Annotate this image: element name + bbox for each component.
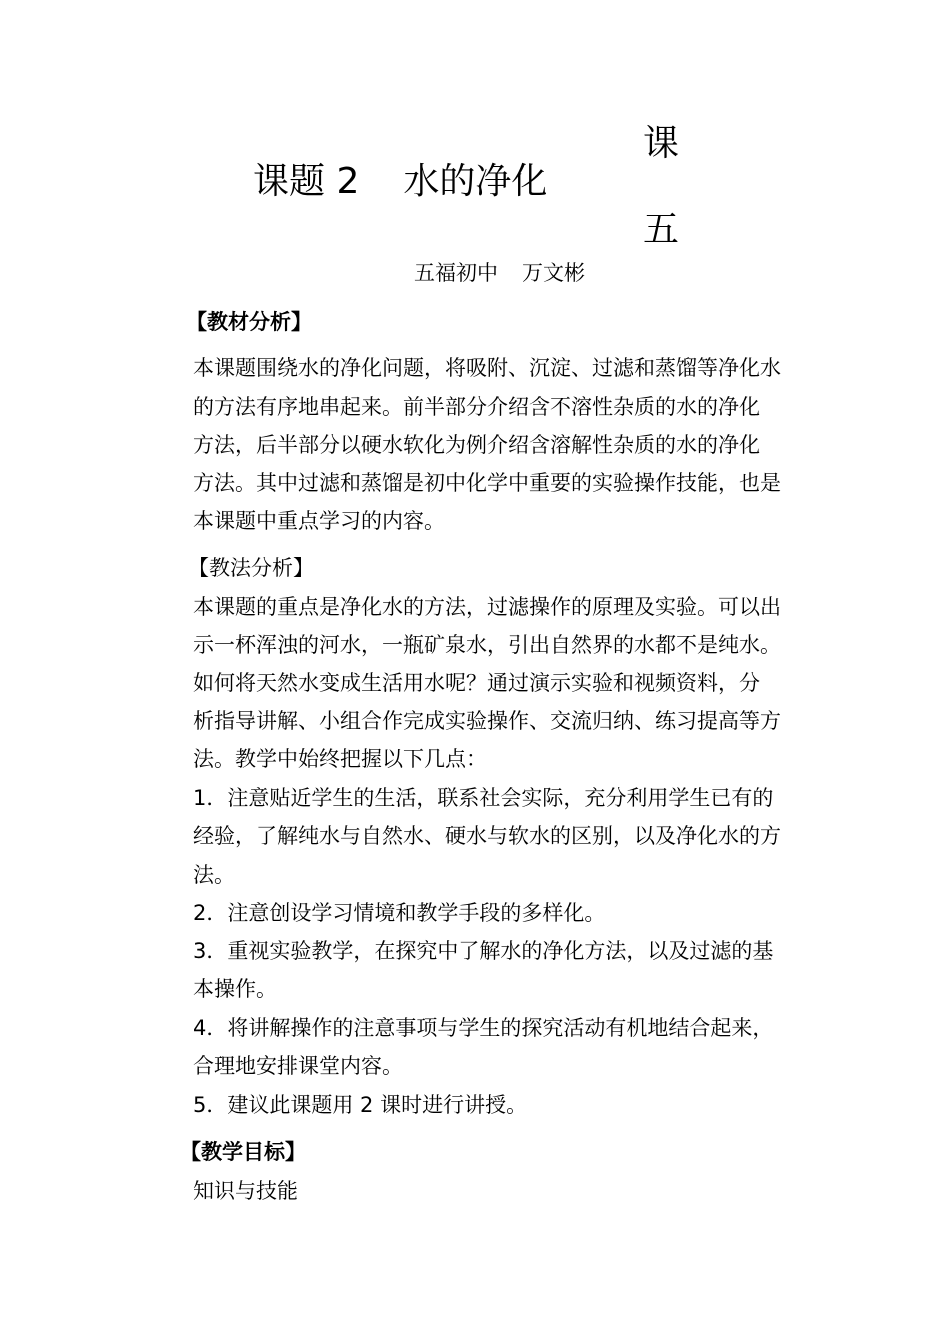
method-line: 1．注意贴近学生的生活，联系社会实际，充分利用学生已有的 (193, 786, 774, 810)
side-char-top: 课 (643, 123, 680, 164)
method-line: 5．建议此课题用 2 课时进行讲授。 (193, 1093, 528, 1117)
section-heading-material: 【教材分析】 (186, 310, 312, 334)
material-line: 方法。其中过滤和蒸馏是初中化学中重要的实验操作技能，也是 (193, 471, 781, 495)
method-line: 如何将天然水变成生活用水呢？通过演示实验和视频资料，分 (193, 671, 760, 695)
material-line: 本课题中重点学习的内容。 (193, 509, 445, 533)
method-line: 4．将讲解操作的注意事项与学生的探究活动有机地结合起来， (193, 1016, 774, 1040)
side-char-bottom: 五 (643, 209, 680, 250)
title-main: 水的净化 (403, 161, 548, 202)
section-heading-goals: 【教学目标】 (180, 1140, 306, 1164)
material-line: 本课题围绕水的净化问题，将吸附、沉淀、过滤和蒸馏等净化水 (193, 356, 781, 380)
method-line: 法。教学中始终把握以下几点： (193, 747, 487, 771)
section-heading-method: 【教法分析】 (188, 556, 314, 580)
method-line: 经验，了解纯水与自然水、硬水与软水的区别，以及净化水的方 (193, 824, 781, 848)
method-line: 3．重视实验教学，在探究中了解水的净化方法，以及过滤的基 (193, 939, 774, 963)
title-prefix: 课题 2 (253, 161, 360, 202)
material-line: 的方法有序地串起来。前半部分介绍含不溶性杂质的水的净化 (193, 395, 760, 419)
page-title (253, 160, 547, 204)
author-line (414, 258, 585, 288)
method-line: 2．注意创设学习情境和教学手段的多样化。 (193, 901, 606, 925)
author-name: 万文彬 (522, 261, 585, 285)
method-line: 合理地安排课堂内容。 (193, 1054, 403, 1078)
author-school: 五福初中 (414, 261, 498, 285)
method-line: 本操作。 (193, 977, 277, 1001)
method-line: 法。 (193, 863, 235, 887)
method-line: 本课题的重点是净化水的方法，过滤操作的原理及实验。可以出 (193, 595, 781, 619)
goal-subheading: 知识与技能 (193, 1179, 298, 1203)
method-line: 析指导讲解、小组合作完成实验操作、交流归纳、练习提高等方 (193, 709, 781, 733)
method-line: 示一杯浑浊的河水，一瓶矿泉水，引出自然界的水都不是纯水。 (193, 633, 781, 657)
material-line: 方法，后半部分以硬水软化为例介绍含溶解性杂质的水的净化 (193, 433, 760, 457)
